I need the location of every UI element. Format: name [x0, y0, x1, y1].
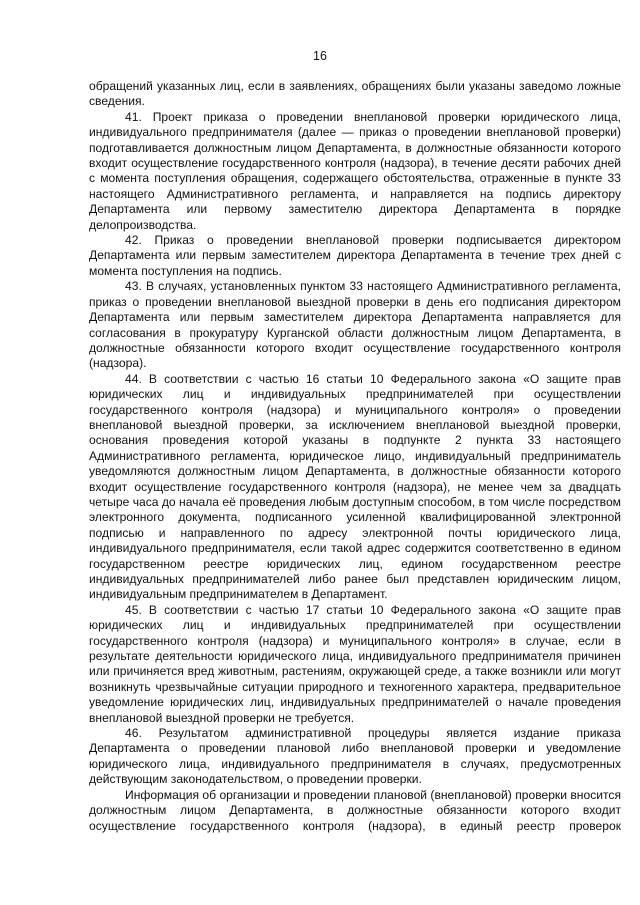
page-number: 16	[313, 49, 327, 63]
paragraph-register-info: Информация об организации и проведении плановой (внеплановой) проверки вносится должностным лицом Департамента, в должностные обязанности которого входит осуществление государственного контроля (надзора), в единый реестр проверок	[89, 787, 621, 833]
paragraph-44: 44. В соответствии с частью 16 статьи 10 Федерального закона «О защите прав юридических лиц и индивидуальных предпринимателей при осуществлении государственного контроля (надзора) и муниципального контроля» о проведении внеплановой выездной проверки, за исключением внеплановой выездной проверки, основания проведения которой указаны в подпункте 2 пункта 33 настоящего Административного регламента, юридическое лицо, индивидуальный предприниматель уведомляются должностным лицом Департамента, в должностные обязанности которого входит осуществление государственного контроля (надзора), не менее чем за двадцать четыре часа до начала её проведения любым доступным способом, в том числе посредством электронного документа, подписанного усиленной квалифицированной электронной подписью и направленного по адресу электронной почты юридического лица, индивидуального предпринимателя, если такой адрес содержится соответственно в едином государственном реестре юридических лиц, едином государственном реестре индивидуальных предпринимателей либо ранее был представлен юридическим лицом, индивидуальным предпринимателем в Департамент.	[89, 371, 621, 602]
document-body	[89, 79, 621, 834]
paragraph-42: 42. Приказ о проведении внеплановой проверки подписывается директором Департамента или первым заместителем директора Департамента в течение трех дней с момента поступления на подпись.	[89, 233, 621, 278]
paragraph-41: 41. Проект приказа о проведении внеплановой проверки юридического лица, индивидуального предпринимателя (далее — приказ о проведении внеплановой проверки) подготавливается должностным лицом Департамента, в должностные обязанности которого входит осуществление государственного контроля (надзора), в течение десяти рабочих дней с момента поступления обращения, содержащего обстоятельства, отраженные в пункте 33 настоящего Административного регламента, и направляется на подпись директору Департамента или первому заместителю директора Департамента в порядке делопроизводства.	[89, 109, 621, 232]
paragraph-46: 46. Результатом административной процедуры является издание приказа Департамента о проведении плановой либо внеплановой проверки и уведомление юридического лица, индивидуального предпринимателя в случаях, предусмотренных действующим законодательством, о проведении проверки.	[89, 726, 621, 787]
paragraph-45: 45. В соответствии с частью 17 статьи 10 Федерального закона «О защите прав юридических лиц и индивидуальных предпринимателей при осуществлении государственного контроля (надзора) и муниципального контроля» в случае, если в результате деятельности юридического лица, индивидуального предпринимателя причинен или причиняется вред животным, растениям, окружающей среде, а также возникли или могут возникнуть чрезвычайные ситуации природного и техногенного характера, предварительное уведомление юридических лиц, индивидуальных предпринимателей о начале проведения внеплановой выездной проверки не требуется.	[89, 602, 621, 725]
paragraph-continuation: обращений указанных лиц, если в заявлениях, обращениях были указаны заведомо ложные сведения.	[89, 79, 621, 109]
paragraph-43: 43. В случаях, установленных пунктом 33 настоящего Административного регламента, приказ о проведении внеплановой выездной проверки в день его подписания директором Департамента или первым заместителем директора Департамента направляется для согласования в прокуратуру Курганской области должностным лицом Департамента, в должностные обязанности которого входит осуществление государственного контроля (надзора).	[89, 279, 621, 371]
